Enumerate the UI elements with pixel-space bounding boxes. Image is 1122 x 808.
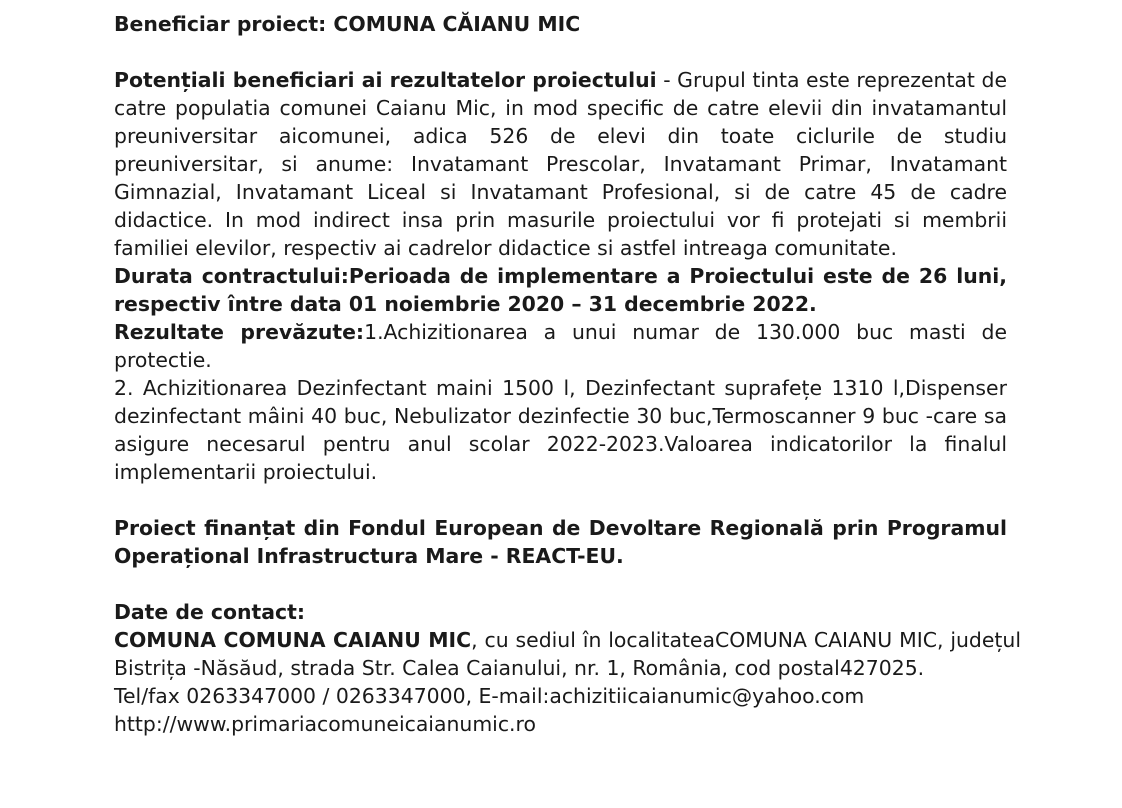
contact-phone-email[interactable]: Tel/fax 0263347000 / 0263347000, E-mail:achizitiicaianumic@yahoo.com <box>114 684 865 708</box>
potential-beneficiaries-label: Potențiali beneficiari ai rezultatelor proiectului <box>114 68 657 92</box>
contact-org: COMUNA COMUNA CAIANU MIC <box>114 628 472 652</box>
duration-label: Durata contractului: <box>114 264 349 288</box>
spacer <box>114 38 1007 66</box>
results-item-2: 2. Achizitionarea Dezinfectant maini 1500 l, Dezinfectant suprafețe 1310 l,Dispenser dezinfectant mâini 40 buc, Nebulizator dezinfectie 30 buc,Termoscanner 9 buc -care sa asigure necesarul pentru anul scolar 2022-2023.Valoarea indicatorilor la finalul implementarii proiectului. <box>114 376 1007 484</box>
spacer <box>114 486 1007 514</box>
beneficiary-value: COMUNA CĂIANU MIC <box>333 12 581 36</box>
contact-address: , cu sediul în localitateaCOMUNA CAIANU MIC, județul Bistrița -Năsăud, strada Str. Calea Caianului, nr. 1, România, cod postal427025. <box>114 628 1021 680</box>
contact-heading: Date de contact: <box>114 600 305 624</box>
results-label: Rezultate prevăzute: <box>114 320 365 344</box>
beneficiary-label: Beneficiar proiect: <box>114 12 334 36</box>
contact-website-link[interactable]: http://www.primariacomuneicaianumic.ro <box>114 712 536 736</box>
results-paragraph <box>114 318 1007 374</box>
funding-statement: Proiect finanțat din Fondul European de Devoltare Regională prin Programul Operațional Infrastructura Mare - REACT-EU. <box>114 516 1007 568</box>
spacer <box>114 570 1007 598</box>
document-page <box>114 10 1021 738</box>
duration-paragraph <box>114 262 1007 318</box>
contact-address-paragraph <box>114 626 1021 682</box>
duration-text: Perioada de implementare a Proiectului este de 26 luni, respectiv între data 01 noiembrie 2020 – 31 decembrie 2022. <box>114 264 1007 316</box>
results-item-1: 1.Achizitionarea a unui numar de 130.000 buc masti de protectie. <box>114 320 1007 372</box>
potential-beneficiaries-text: - Grupul tinta este reprezentat de catre populatia comunei Caianu Mic, in mod specific de catre elevii din invatamantul preuniversitar aicomunei, adica 526 de elevi din toate ciclurile de studiu preuniversitar, si anume: Invatamant Prescolar, Invatamant Primar, Invatamant Gimnazial, Invatamant Liceal si Invatamant Profesional, si de catre 45 de cadre didactice. In mod indirect insa prin masurile proiectului vor fi protejati si membrii familiei elevilor, respectiv ai cadrelor didactice si astfel intreaga comunitate. <box>114 68 1008 260</box>
potential-beneficiaries-paragraph <box>114 66 1007 262</box>
beneficiary-line <box>114 10 1007 38</box>
